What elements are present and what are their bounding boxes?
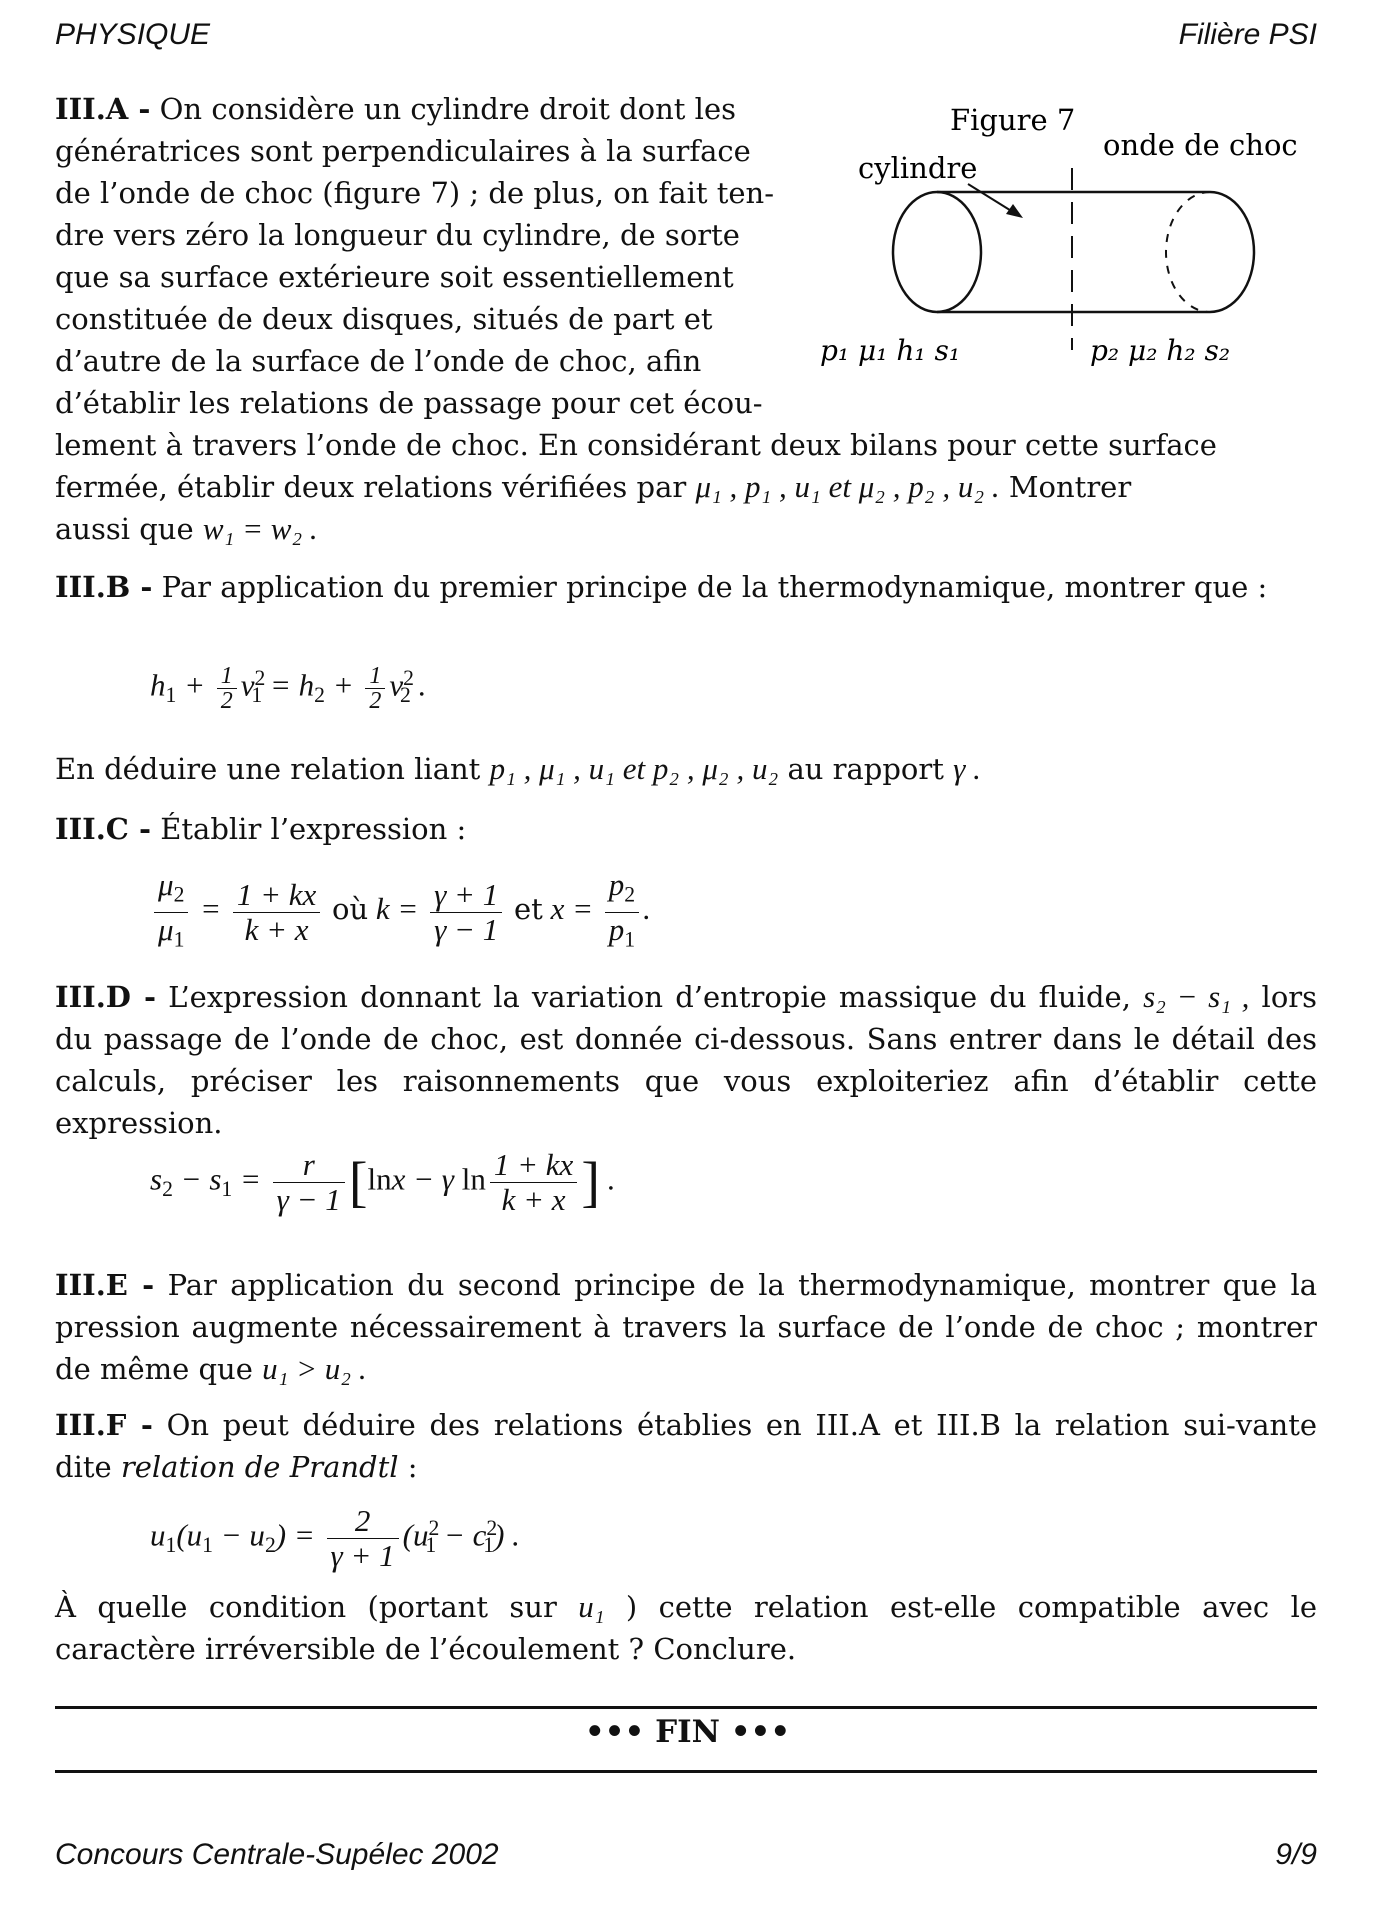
arrow-head [1006,204,1023,218]
equation-energy: $h_1$ + $\frac{1}{2}$ $v^2_1 = h_2$ + $\frac{1}{2}$ $v^2_2$ . [150,663,427,714]
section-a-line: génératrices sont perpendiculaires à la surface [55,134,751,168]
section-a-line: On considère un cylindre droit dont les [159,92,736,126]
section-a-wrapped [55,88,795,424]
section-a-text: Montrer [1008,470,1132,504]
section-d [55,976,1317,1144]
section-d-label: III.D - [55,980,156,1014]
section-f-label: III.F - [55,1408,153,1442]
equation-density-ratio: $\frac{\mu_2}{\mu_1}$ = $\frac{1 + kx}{k + x}$ où k = $\frac{\gamma + 1}{\gamma - 1}$ et x = $\frac{p_2}{p_1}$ . [150,868,651,956]
section-c-text: Établir l’expression : [160,812,467,846]
cylinder-right-back [1166,192,1210,312]
section-c [55,808,1317,850]
section-b-deduce [55,748,1317,790]
section-f [55,1404,1317,1488]
section-b-text: Par application du premier principe de la thermodynamique, montrer que : [161,570,1268,604]
section-d-text: L’expression donnant la variation d’entropie massique du fluide, [168,980,1131,1014]
figure-label-cylinder: cylindre [858,151,978,185]
section-f-text: On peut déduire des relations établies en III.A et III.B la relation sui-vante dite [55,1408,1318,1484]
end-mark: ••• FIN ••• [584,1714,791,1750]
section-a-text: fermée, établir deux relations vérifiées par [55,470,687,504]
section-a-line: d’établir les relations de passage pour cet écou- [55,386,763,420]
section-a-full [55,424,1317,550]
section-b-gamma: γ . [953,751,981,786]
section-f-colon: : [407,1450,418,1484]
figure-right-symbols: p₂ μ₂ h₂ s₂ [1090,334,1231,367]
section-a-line: lement à travers l’onde de choc. En considérant deux bilans pour cette surface [55,428,1217,462]
equation-entropy: $s_2 - s_1$ = $\frac{r}{\gamma - 1}$ [lnx − γ ln $\frac{1 + kx}{k + x}$ ] . [150,1147,616,1217]
section-a-line: de l’onde de choc (figure 7) ; de plus, on fait ten- [55,176,775,210]
section-a-vars: μ₁ , p₁ , u₁ et μ₂ , p₂ , u₂ . [695,469,1000,504]
section-e [55,1264,1317,1390]
section-f-name: relation de Prandtl [120,1450,399,1484]
section-e-text: Par application du second principe de la thermodynamique, montrer que la pression augmente nécessairement à travers la surface de l’onde de choc ; montrer de même que [55,1268,1318,1386]
section-d-var: s₂ − s₁ , [1143,979,1250,1014]
section-f-var: u₁ [578,1589,605,1624]
section-b [55,566,1317,608]
equation-prandtl: $u_1(u_1 - u_2)$ = $\frac{2}{\gamma + 1}$ $(u^2_1 - c^2_1)$ . [150,1503,520,1573]
section-e-inequality: u₁ > u₂ . [262,1351,367,1386]
section-a-text: aussi que [55,512,194,546]
section-f-question-text: ) cette relation est-elle compatible avec le caractère irréversible de l’écoulement ? Conclure. [55,1590,1318,1666]
figure-title: Figure 7 [950,103,1076,137]
end-rule-top [55,1706,1317,1709]
header-track: Filière PSI [1178,18,1317,51]
section-e-label: III.E - [55,1268,155,1302]
section-a-line: constituée de deux disques, situés de part et [55,302,713,336]
section-c-ou: où [332,892,369,927]
section-c-et: et [513,892,543,927]
arrow-line [968,184,1013,212]
section-b-deduce-text: En déduire une relation liant [55,752,481,786]
figure-left-symbols: p₁ μ₁ h₁ s₁ [820,334,961,367]
footer-contest: Concours Centrale-Supélec 2002 [55,1838,499,1871]
cylinder-left-disk [893,192,981,312]
section-a-equation: w₁ = w₂ . [202,511,318,546]
section-a-line: dre vers zéro la longueur du cylindre, de sorte [55,218,740,252]
section-d-text: lors du passage de l’onde de choc, est donnée ci-dessous. Sans entrer dans le détail des calculs, préciser les raisonnements que vous exploiteriez afin d’établir cette expression. [55,980,1318,1140]
section-b-deduce-text: au rapport [787,752,944,786]
figure-label-shock: onde de choc [1103,128,1298,162]
section-b-vars: p₁ , μ₁ , u₁ et p₂ , μ₂ , u₂ [489,751,779,786]
section-a-line: que sa surface extérieure soit essentiellement [55,260,734,294]
footer-page: 9/9 [1275,1838,1317,1871]
cylinder-right-front [1210,192,1254,312]
section-b-label: III.B - [55,570,153,604]
section-c-label: III.C - [55,812,152,846]
section-f-question [55,1586,1317,1670]
end-rule-bottom [55,1770,1317,1773]
section-f-question-text: À quelle condition (portant sur [55,1590,557,1624]
section-a-label: III.A - [55,92,151,126]
header-subject: PHYSIQUE [55,18,211,51]
section-a-line: d’autre de la surface de l’onde de choc, afin [55,344,702,378]
figure-7 [808,90,1328,380]
